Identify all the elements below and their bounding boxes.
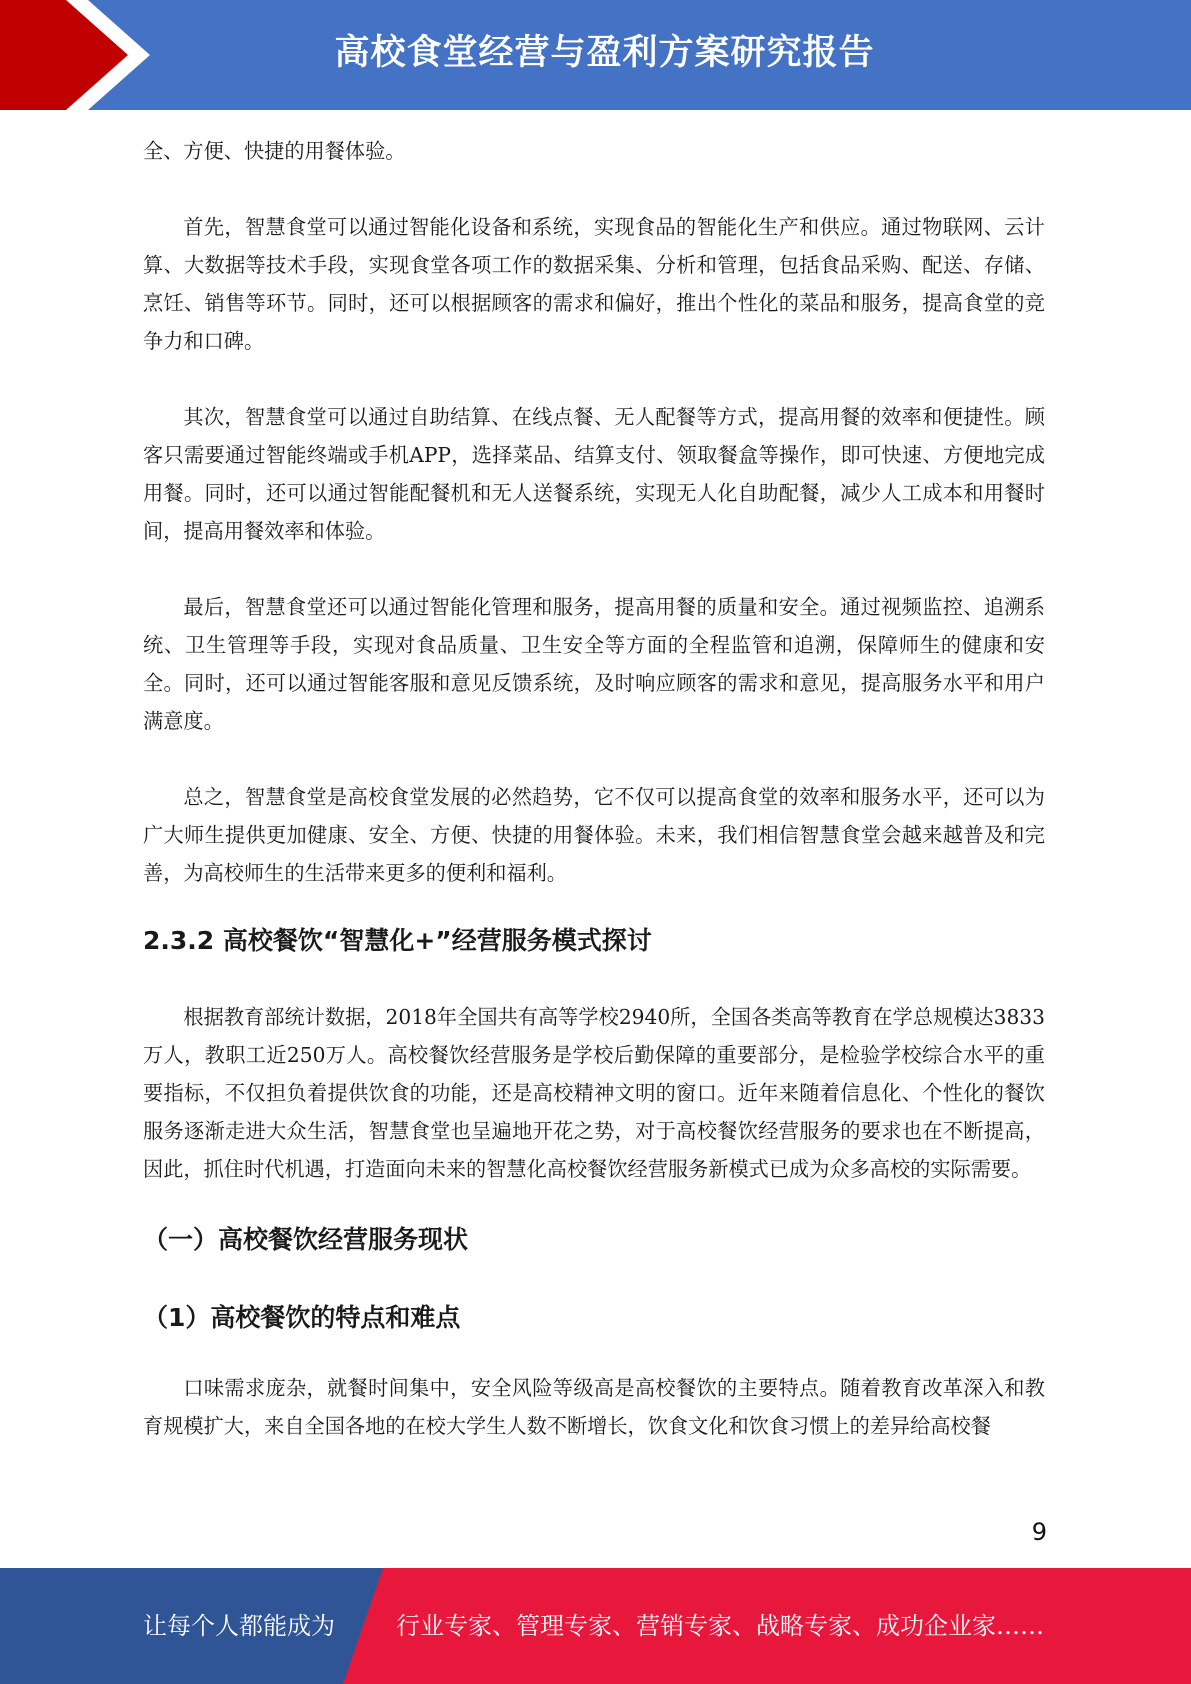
page-number: 9 (1031, 1518, 1047, 1546)
page-footer (0, 1568, 1191, 1684)
paragraph-third-point: 最后，智慧食堂还可以通过智能化管理和服务，提高用餐的质量和安全。通过视频监控、追溯系统、卫生管理等手段，实现对食品质量、卫生安全等方面的全程监管和追溯，保障师生的健康和安全。同时，还可以通过智能客服和意见反馈系统，及时响应顾客的需求和意见，提高服务水平和用户满意度。 (143, 595, 1045, 733)
subsection-heading-features: （1）高校餐饮的特点和难点 (143, 1303, 461, 1332)
paragraph-statistics: 根据教育部统计数据，2018年全国共有高等学校2940所，全国各类高等教育在学总规模达3833万人，教职工近250万人。高校餐饮经营服务是学校后勤保障的重要部分，是检验学校综合水平的重要指标，不仅担负着提供饮食的功能，还是高校精神文明的窗口。近年来随着信息化、个性化的餐饮服务逐渐走进大众生活，智慧食堂也呈遍地开花之势，对于高校餐饮经营服务的要求也在不断提高，因此，抓住时代机遇，打造面向未来的智慧化高校餐饮经营服务新模式已成为众多高校的实际需要。 (143, 1005, 1045, 1181)
document-title: 高校食堂经营与盈利方案研究报告 (334, 33, 875, 73)
footer-slogan-left: 让每个人都能成为 (143, 1612, 335, 1640)
footer-slogan-right: 行业专家、管理专家、营销专家、战略专家、成功企业家…… (396, 1612, 1044, 1640)
subsection-heading-status: （一）高校餐饮经营服务现状 (143, 1225, 469, 1254)
page-header (0, 0, 1191, 110)
paragraph-continuation: 全、方便、快捷的用餐体验。 (143, 139, 406, 163)
paragraph-second-point: 其次，智慧食堂可以通过自助结算、在线点餐、无人配餐等方式，提高用餐的效率和便捷性。顾客只需要通过智能终端或手机APP，选择菜品、结算支付、领取餐盒等操作，即可快速、方便地完成用餐。同时，还可以通过智能配餐机和无人送餐系统，实现无人化自助配餐，减少人工成本和用餐时间，提高用餐效率和体验。 (143, 405, 1045, 543)
paragraph-summary: 总之，智慧食堂是高校食堂发展的必然趋势，它不仅可以提高食堂的效率和服务水平，还可以为广大师生提供更加健康、安全、方便、快捷的用餐体验。未来，我们相信智慧食堂会越来越普及和完善，为高校师生的生活带来更多的便利和福利。 (143, 785, 1045, 885)
paragraph-first-point: 首先，智慧食堂可以通过智能化设备和系统，实现食品的智能化生产和供应。通过物联网、云计算、大数据等技术手段，实现食堂各项工作的数据采集、分析和管理，包括食品采购、配送、存储、烹饪、销售等环节。同时，还可以根据顾客的需求和偏好，推出个性化的菜品和服务，提高食堂的竞争力和口碑。 (143, 215, 1045, 353)
page-body (143, 132, 1045, 1445)
section-heading-2-3-2: 2.3.2 高校餐饮“智慧化+”经营服务模式探讨 (143, 926, 652, 955)
paragraph-features: 口味需求庞杂，就餐时间集中，安全风险等级高是高校餐饮的主要特点。随着教育改革深入和教育规模扩大，来自全国各地的在校大学生人数不断增长，饮食文化和饮食习惯上的差异给高校餐 (143, 1376, 1045, 1438)
